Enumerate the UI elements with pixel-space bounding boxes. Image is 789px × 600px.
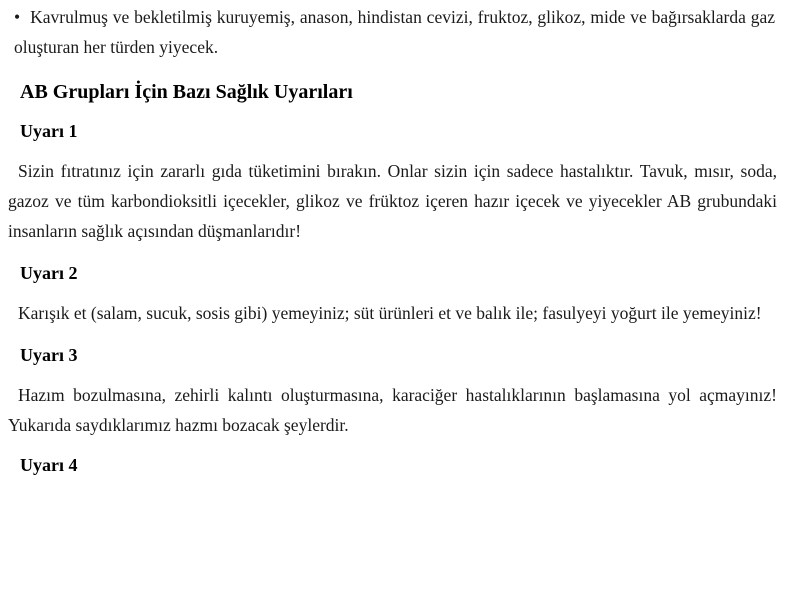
warning-2-title: Uyarı 2 — [20, 263, 78, 283]
warning-1-body: Sizin fıtratınız için zararlı gıda tüketimini bırakın. Onlar sizin için sadece hastalıktır. Tavuk, mısır, soda, gazoz ve tüm karbondioksitli içecekler, glikoz ve früktoz içeren hazır içecek ve yiyecekler AB grubundaki insanların sağlık açısından düşmanlarıdır! — [8, 161, 777, 241]
warning-3-body: Hazım bozulmasına, zehirli kalıntı oluşturmasına, karaciğer hastalıklarının başlamasına yol açmayınız! Yukarıda saydıklarımız hazmı bozacak şeylerdir. — [8, 385, 777, 435]
warning-4-title: Uyarı 4 — [20, 455, 78, 475]
bullet-marker: • — [14, 7, 21, 27]
warning-3-title: Uyarı 3 — [20, 345, 78, 365]
warning-2-body: Karışık et (salam, sucuk, sosis gibi) yemeyiniz; süt ürünleri et ve balık ile; fasulyeyi yoğurt ile yemeyiniz! — [18, 303, 762, 323]
bullet-item — [14, 2, 775, 62]
bullet-item-text: Kavrulmuş ve bekletilmiş kuruyemiş, anason, hindistan cevizi, fruktoz, glikoz, mide ve bağırsaklarda gaz oluşturan her türden yiyecek. — [14, 7, 775, 57]
warning-1-title: Uyarı 1 — [20, 121, 78, 141]
section-heading: AB Grupları İçin Bazı Sağlık Uyarıları — [20, 81, 353, 103]
